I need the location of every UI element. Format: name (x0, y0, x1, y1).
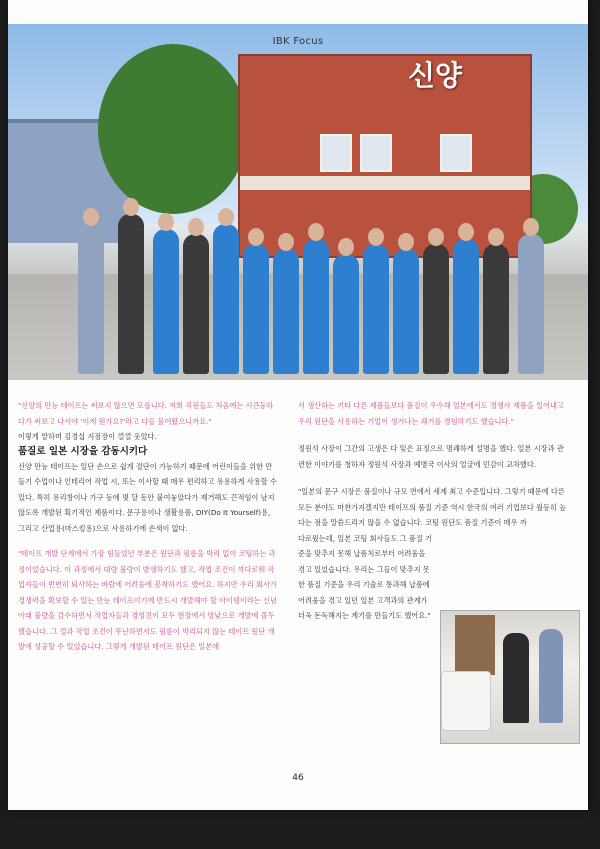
person (483, 244, 509, 374)
person (243, 244, 269, 374)
right-column (298, 398, 570, 624)
person (118, 214, 144, 374)
paragraph: 정원석 사장이 그간의 고생은 다 잊은 표정으로 명쾌하게 설명을 했다. 일본 시장과 관련한 이야기를 청하자 정원석 사장과 예병국 이사의 얼굴에 민감이 교차했다. (298, 444, 564, 469)
photo-window (440, 134, 472, 172)
page-number: 46 (292, 773, 304, 783)
building-sign: 신양 (408, 59, 463, 92)
photo-tape-roll (441, 671, 491, 731)
person (303, 239, 329, 374)
quote-paragraph: 다로웠는데, 일본 코팅 회사들도 그 품질 기준을 맞추지 못해 납품처로부터 어려움을 겪고 있었습니다. 우리는 그들이 맞추지 못한 품질 기준을 우리 기술로 통과해 납품에 어려움을 겪고 있던 일본 고객과의 관계가 더욱 돈독해지는 계기를 만들기도 했어요." (298, 533, 433, 620)
pull-quote: "신양의 만능 테이프는 써보지 않으면 모릅니다. 저희 직원들도 처음에는 시큰둥하다가 써보고 나서야 '이게 뭔가요?'라고 다들 물어왔으니까요." (18, 401, 274, 426)
subheading: 품질로 일본 시장을 감동시키다 (18, 445, 148, 457)
person (363, 244, 389, 374)
section-header: IBK Focus (272, 36, 324, 47)
person (183, 234, 209, 374)
magazine-page (8, 0, 588, 810)
photo-shelf (455, 615, 495, 675)
pull-quote: "테이프 개발 단계에서 가장 힘들었던 부분은 원단과 필름을 박리 없이 코팅하는 과정이었습니다. 이 과정에서 대량 불량이 발생하기도 했고, 작업 조건이 까다로워 작업자들이 빈번히 퇴사하는 바람에 어려움에 봉착하기도 했어요. 하지만 우리 회사가 경쟁력을 확보할 수 있는 만능 테이프이기에 반드시 개발해야 할 아이템이라는 신념 아래 불량을 감수하면서 작업자들과 경영진이 모두 현장에서 밤낮으로 개발에 몰두했습니다. 그 결과 작업 조건이 무난하면서도 필름이 박리되지 않는 테이프 원단 개발에 성공할 수 있었습니다. 그렇게 개발된 테이프 원단은 일본에 (18, 549, 277, 651)
group-photo (8, 24, 588, 380)
photo-window (320, 134, 352, 172)
pull-quote: 서 생산하는 기타 다른 제품들보다 품질이 우수해 일본에서도 경쟁사 제품을 밀어내고 우리 원단을 사용하는 기업이 생겨나는 쾌거를 경험하기도 했습니다." (298, 401, 564, 426)
person (213, 224, 239, 374)
person (423, 244, 449, 374)
photo-building-band (240, 176, 530, 190)
photo-person (503, 633, 529, 723)
quote-paragraph: "일본의 문구 시장은 품질이나 규모 면에서 세계 최고 수준입니다. 그렇기 때문에 다른 모든 분야도 마찬가지겠지만 테이프의 품질 기준 역시 한국의 여러 기업보다 월등히 높다는 점을 말씀드리지 않을 수 없습니다. 코팅 원단도 품질 기준이 매우 까 (298, 487, 567, 527)
interview-photo (440, 610, 580, 744)
person (78, 224, 104, 374)
photo-tree (98, 44, 248, 214)
photo-window (360, 134, 392, 172)
person (393, 249, 419, 374)
left-column (18, 398, 278, 655)
person (518, 234, 544, 374)
person (153, 229, 179, 374)
staff-group (78, 199, 588, 374)
paragraph: 신양 만능 테이프는 일단 손으로 쉽게 절단이 가능하기 때문에 어린이들을 위한 만들기 수업이나 인테리어 작업 시, 또는 이사할 때 매우 편리하고 유용하게 사용할 수 있다. 특히 유리창이나 가구 등에 몇 달 동안 붙여놓았다가 제거해도 끈적임이 남지 않도록 개발된 획기적인 제품이다. 문구용이나 생활용품, DIY(Do It Yourself)용, 그리고 산업용(마스킹용)으로 사용하기에 손색이 없다. (18, 461, 277, 533)
person (333, 254, 359, 374)
photo-person (539, 629, 563, 723)
person (453, 239, 479, 374)
paragraph: 이렇게 말하며 김경섭 지점장이 껄껄 웃었다. (18, 432, 157, 441)
person (273, 249, 299, 374)
